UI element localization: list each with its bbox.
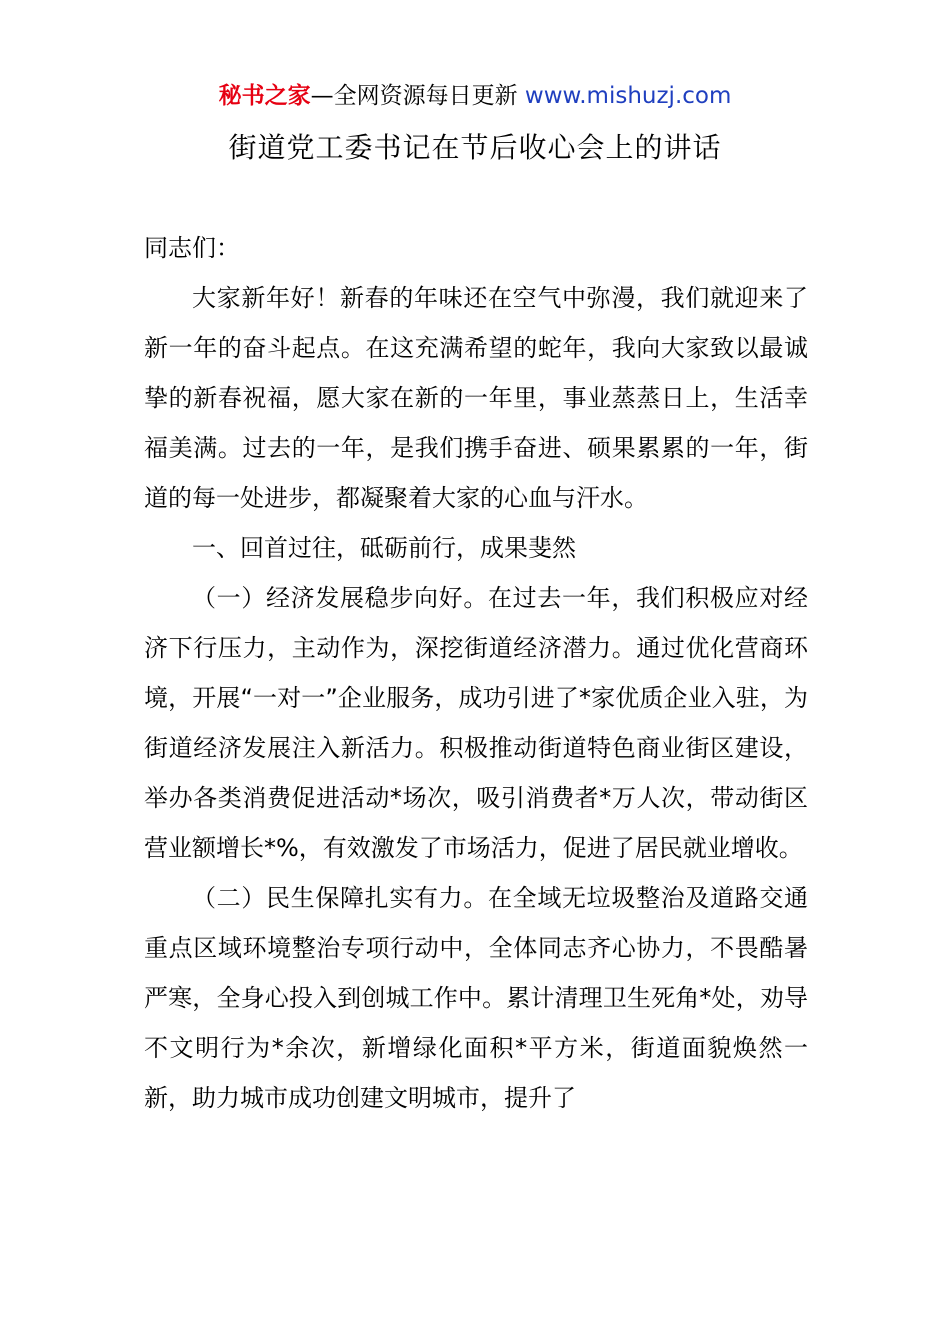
- salutation: 同志们：: [144, 234, 240, 262]
- site-url-link[interactable]: www.mishuzj.com: [524, 83, 732, 109]
- paragraph-economy: （一）经济发展稳步向好。在过去一年，我们积极应对经济下行压力，主动作为，深挖街道经济潜力。通过优化营商环境，开展“一对一”企业服务，成功引进了*家优质企业入驻，为街道经济发展注入新活力。积极推动街道特色商业街区建设，举办各类消费促进活动*场次，吸引消费者*万人次，带动街区营业额增长*%，有效激发了市场活力，促进了居民就业增收。: [144, 584, 808, 862]
- paragraph-livelihood: （二）民生保障扎实有力。在全域无垃圾整治及道路交通重点区域环境整治专项行动中，全体同志齐心协力，不畏酷暑严寒，全身心投入到创城工作中。累计清理卫生死角*处，劝导不文明行为*余次，新增绿化面积*平方米，街道面貌焕然一新，助力城市成功创建文明城市，提升了: [144, 884, 808, 1112]
- site-brand: 秘书之家: [218, 83, 311, 109]
- site-tagline: —全网资源每日更新: [310, 83, 525, 109]
- document-body: [144, 223, 808, 1123]
- paragraph-greeting: 大家新年好！新春的年味还在空气中弥漫，我们就迎来了新一年的奋斗起点。在这充满希望的蛇年，我向大家致以最诚挚的新春祝福，愿大家在新的一年里，事业蒸蒸日上，生活幸福美满。过去的一年，是我们携手奋进、硕果累累的一年，街道的每一处进步，都凝聚着大家的心血与汗水。: [144, 284, 808, 512]
- section-heading-review: 一、回首过往，砥砺前行，成果斐然: [192, 534, 576, 562]
- document-title: 街道党工委书记在节后收心会上的讲话: [228, 131, 722, 164]
- site-header: [0, 80, 950, 112]
